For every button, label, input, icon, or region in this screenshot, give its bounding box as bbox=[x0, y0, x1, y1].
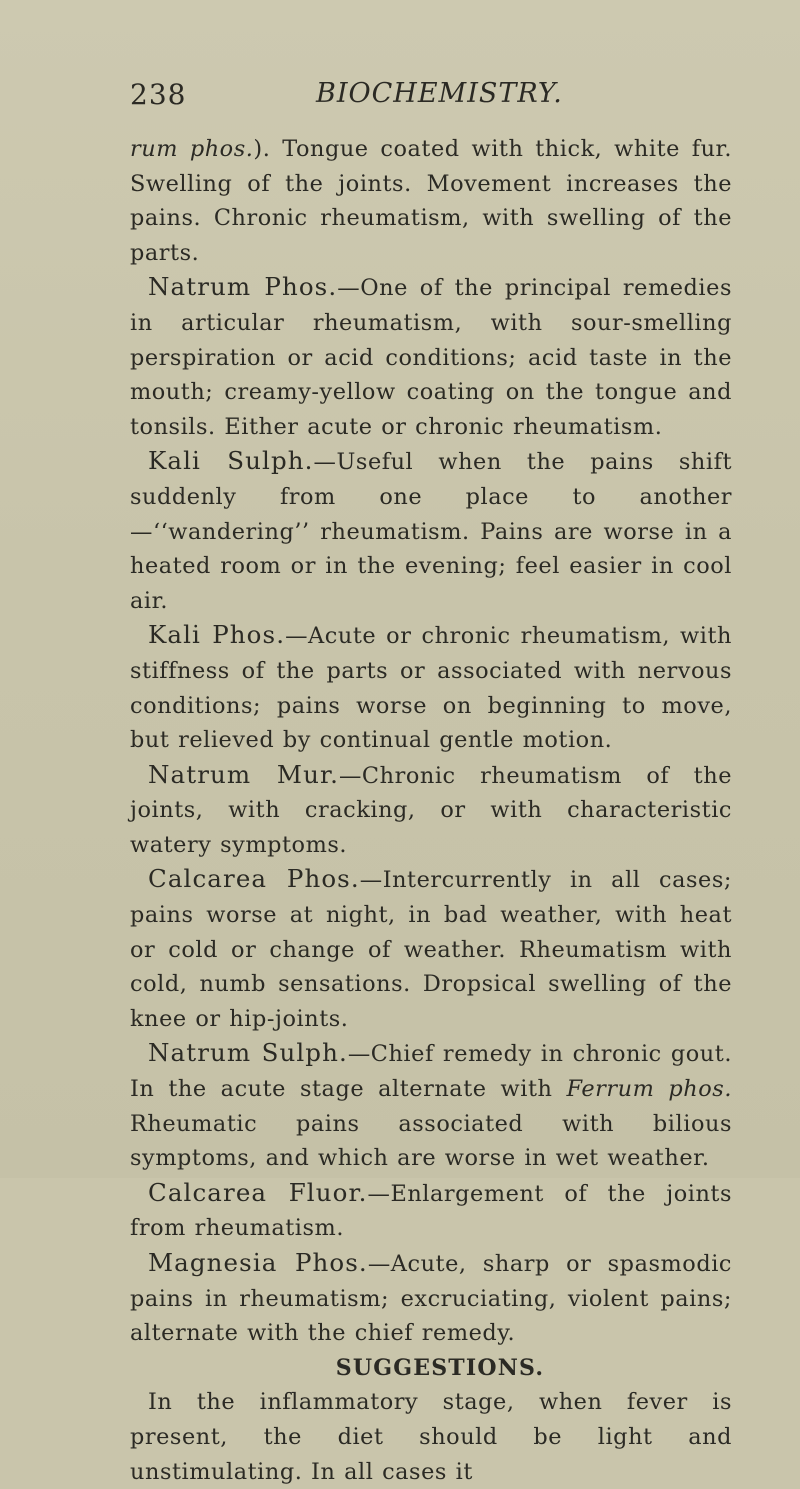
page-header bbox=[0, 78, 800, 118]
paragraph-kali-sulph: Kali Sulph.—Useful when the pains shift suddenly from one place to another—‘‘wandering’’ rheumatism. Pains are worse in a heated room or in the evening; feel easier in cool air. bbox=[130, 446, 732, 614]
section-heading: SUGGESTIONS. bbox=[335, 1354, 545, 1381]
remedy-name: Natrum Mur. bbox=[148, 759, 339, 789]
paragraph-magnesia-phos: Magnesia Phos.—Acute, sharp or spasmodic pains in rheumatism; excruciating, violent pains; alternate with the chief remedy. bbox=[130, 1248, 733, 1347]
paragraph-natrum-phos: Natrum Phos.—One of the principal remedies in articular rheumatism, with sour-smelling perspiration or acid conditions; acid taste in the mouth; creamy-yellow coating on the tongue and tonsils. Either acute or chronic rheumatism. bbox=[130, 272, 732, 440]
remedy-name: Calcarea Fluor. bbox=[148, 1177, 368, 1207]
paragraph-natrum-sulph: Natrum Sulph.—Chief remedy in chronic gout. In the acute stage alternate with Ferrum phos. Rheumatic pains associated with bilious symptoms, and which are worse in wet weather. bbox=[130, 1038, 732, 1172]
page-number: 238 bbox=[130, 78, 187, 111]
remedy-name: Kali Sulph. bbox=[148, 446, 314, 476]
remedy-name: Natrum Sulph. bbox=[148, 1038, 348, 1068]
body-text bbox=[130, 132, 732, 1489]
running-head: BIOCHEMISTRY. bbox=[316, 78, 563, 109]
remedy-name: Magnesia Phos. bbox=[148, 1248, 368, 1277]
paragraph-natrum-mur: Natrum Mur.—Chronic rheumatism of the joints, with cracking, or with characteristic watery symptoms. bbox=[130, 759, 732, 858]
italic-term: rum phos. bbox=[130, 136, 254, 162]
paragraph-calcarea-phos: Calcarea Phos.—Intercurrently in all cases; pains worse at night, in bad weather, with heat or cold or change of weather. Rheumatism with cold, numb sensations. Dropsical swelling of the knee or hip-joints. bbox=[130, 864, 732, 1032]
remedy-name: Natrum Phos. bbox=[148, 272, 338, 302]
italic-term: Ferrum phos. bbox=[566, 1076, 732, 1103]
remedy-name: Kali Phos. bbox=[148, 620, 286, 650]
paragraph-kali-phos: Kali Phos.—Acute or chronic rheumatism, with stiffness of the parts or associated with nervous conditions; pains worse on beginning to move, but relieved by continual gentle motion. bbox=[130, 620, 732, 754]
paragraph-continuation: rum phos.). Tongue coated with thick, white fur. Swelling of the joints. Movement increases the pains. Chronic rheumatism, with swelling of the parts. bbox=[130, 136, 733, 266]
paragraph-calcarea-fluor: Calcarea Fluor.—Enlargement of the joints from rheumatism. bbox=[130, 1177, 733, 1242]
remedy-name: Calcarea Phos. bbox=[148, 864, 360, 894]
paragraph-suggestions: In the inflammatory stage, when fever is present, the diet should be light and unstimulating. In all cases it bbox=[130, 1389, 732, 1485]
